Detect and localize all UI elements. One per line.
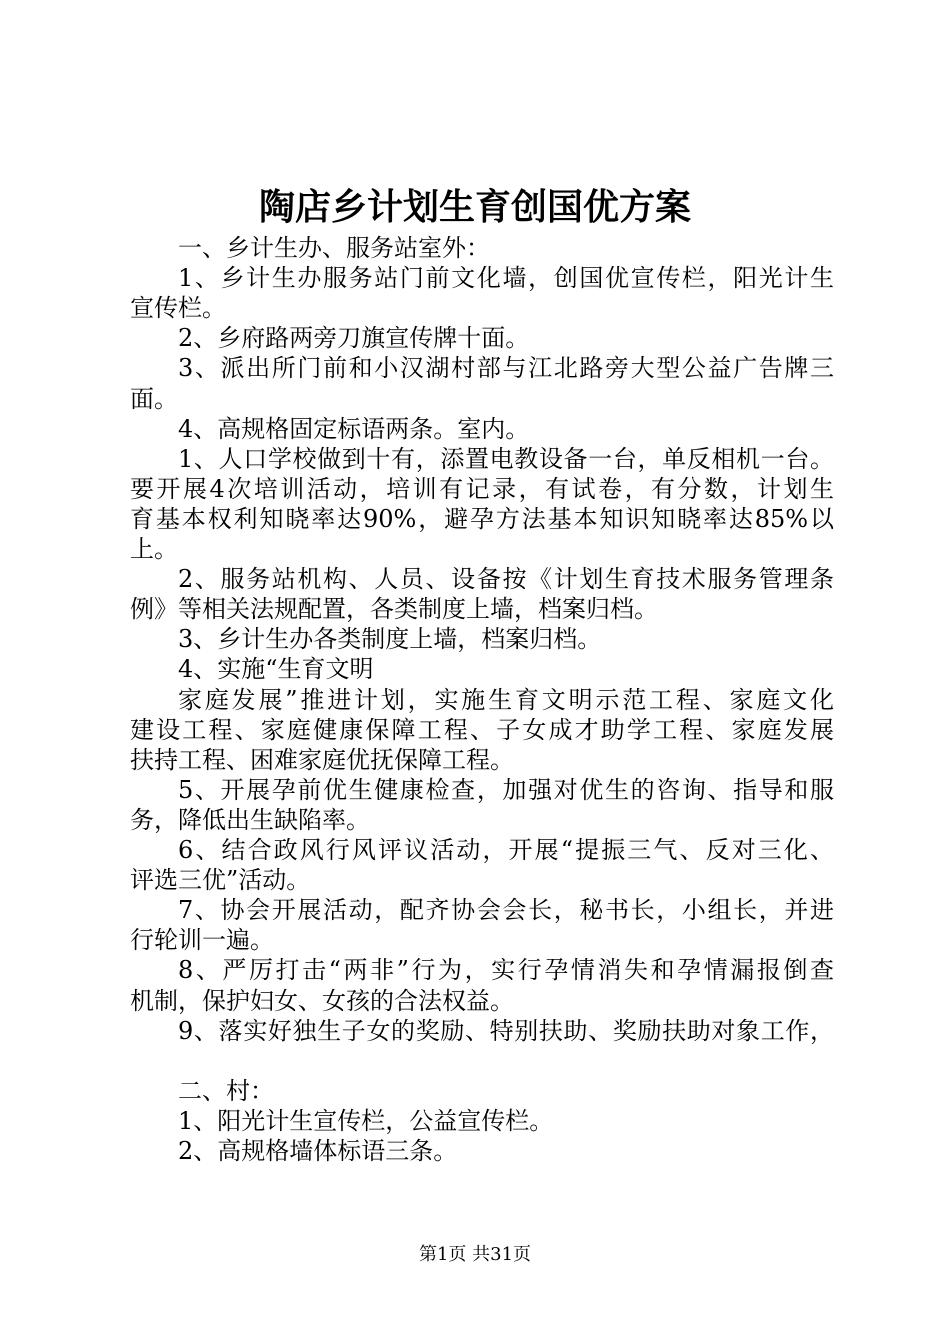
paragraph-line: 上。 [130, 535, 178, 563]
paragraph-line: 8、严厉打击“两非”行为，实行孕情消失和孕情漏报倒查 [178, 956, 834, 985]
paragraph-line: 宣传栏。 [130, 294, 226, 323]
paragraph-line: 6、结合政风行风评议活动，开展“提振三气、反对三化、 [178, 836, 834, 864]
paragraph-line: 评选三优”活动。 [130, 866, 311, 895]
paragraph-line [130, 1045, 834, 1077]
paragraph-line: 1、乡计生办服务站门前文化墙，创国优宣传栏，阳光计生 [178, 264, 834, 293]
paragraph-line: 2、服务站机构、人员、设备按《计划生育技术服务管理条 [178, 565, 834, 594]
page-footer: 第1页 共31页 [418, 1244, 532, 1265]
paragraph-line: 1、阳光计生宣传栏，公益宣传栏。 [178, 1106, 554, 1135]
paragraph-line: 育基本权利知晓率达90%，避孕方法基本知识知晓率达85%以 [130, 504, 834, 533]
paragraph-line: 9、落实好独生子女的奖励、特别扶助、奖励扶助对象工作， [178, 1016, 834, 1045]
paragraph-line: 4、高规格固定标语两条。室内。 [178, 414, 530, 443]
paragraph-line: 机制，保护妇女、女孩的合法权益。 [130, 986, 514, 1015]
paragraph-line: 7、协会开展活动，配齐协会会长，秘书长，小组长，并进 [178, 896, 834, 925]
paragraph-line: 2、乡府路两旁刀旗宣传牌十面。 [178, 324, 530, 353]
paragraph-line: 4、实施“生育文明 [178, 655, 374, 684]
paragraph-line: 3、派出所门前和小汉湖村部与江北路旁大型公益广告牌三 [178, 354, 834, 383]
document-title: 陶店乡计划生育创国优方案 [258, 186, 691, 228]
paragraph-line: 家庭发展”推进计划，实施生育文明示范工程、家庭文化 [178, 685, 834, 714]
paragraph-line: 行轮训一遍。 [130, 926, 274, 955]
paragraph-line: 5、开展孕前优生健康检查，加强对优生的咨询、指导和服 [178, 775, 834, 804]
paragraph-line: 一、乡计生办、服务站室外： [178, 234, 490, 262]
paragraph-line: 面。 [130, 384, 178, 413]
paragraph-line: 1、人口学校做到十有，添置电教设备一台，单反相机一台。 [178, 444, 834, 473]
paragraph-line: 要开展4次培训活动，培训有记录，有试卷，有分数，计划生 [130, 474, 834, 503]
paragraph-line: 务，降低出生缺陷率。 [130, 805, 370, 834]
paragraph-line: 二、村： [178, 1076, 274, 1105]
paragraph-line: 建设工程、家庭健康保障工程、子女成才助学工程、家庭发展 [130, 715, 834, 744]
paragraph-line: 3、乡计生办各类制度上墙，档案归档。 [178, 625, 602, 654]
paragraph-line: 例》等相关法规配置，各类制度上墙，档案归档。 [130, 595, 658, 624]
paragraph-line: 2、高规格墙体标语三条。 [178, 1137, 458, 1165]
paragraph-line: 扶持工程、困难家庭优抚保障工程。 [130, 745, 514, 774]
